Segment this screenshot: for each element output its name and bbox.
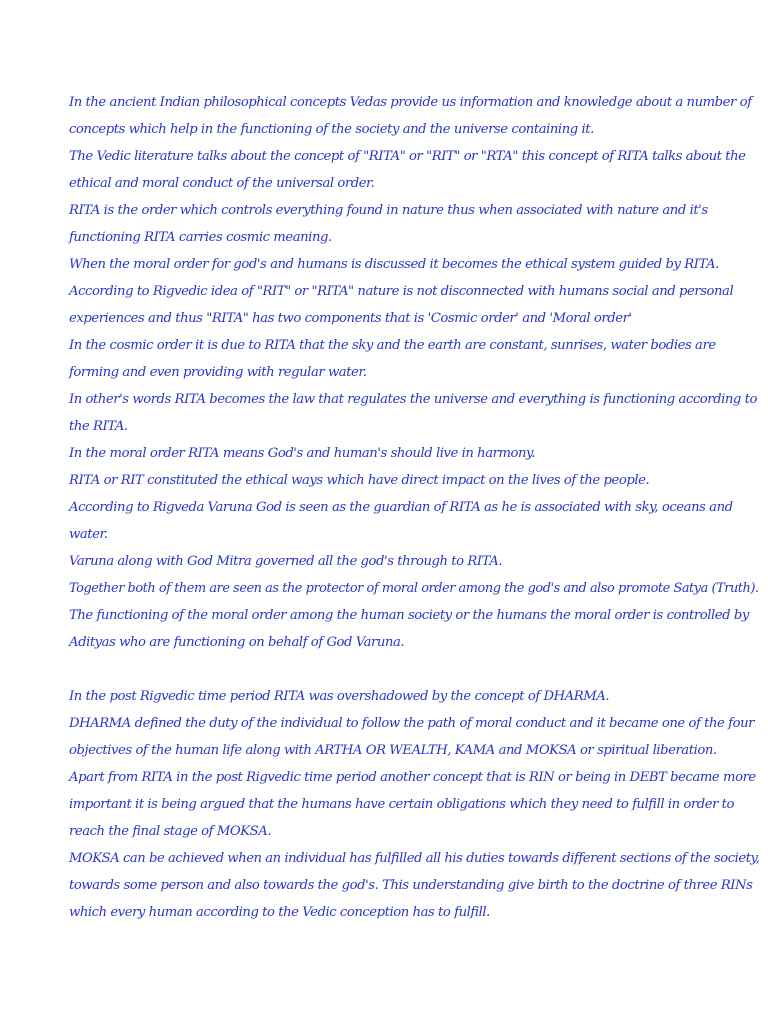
text-line: experiences and thus "RITA" has two components that is 'Cosmic order' and 'Moral order' <box>69 311 632 326</box>
text-line: In other's words RITA becomes the law that regulates the universe and everything is functioning according to <box>69 392 757 407</box>
paragraph-gap <box>69 656 729 683</box>
text-line: which every human according to the Vedic conception has to fulfill. <box>69 905 490 920</box>
text-line: RITA or RIT constituted the ethical ways which have direct impact on the lives of the people. <box>69 473 650 488</box>
text-line: In the ancient Indian philosophical concepts Vedas provide us information and knowledge about a number of <box>69 95 752 110</box>
text-line: Varuna along with God Mitra governed all the god's through to RITA. <box>69 554 503 569</box>
text-line: When the moral order for god's and humans is discussed it becomes the ethical system guided by RITA. <box>69 257 719 272</box>
text-line: The functioning of the moral order among the human society or the humans the moral order is controlled by <box>69 608 749 623</box>
text-line: objectives of the human life along with ARTHA OR WEALTH, KAMA and MOKSA or spiritual liberation. <box>69 743 717 758</box>
text-line: concepts which help in the functioning of the society and the universe containing it. <box>69 122 594 137</box>
text-line: In the moral order RITA means God's and human's should live in harmony. <box>69 446 536 461</box>
text-line: The Vedic literature talks about the concept of "RITA" or "RIT" or "RTA" this concept of RITA talks about the <box>69 149 746 164</box>
text-line: reach the final stage of MOKSA. <box>69 824 272 839</box>
text-line: In the post Rigvedic time period RITA was overshadowed by the concept of DHARMA. <box>69 689 610 704</box>
text-line: Adityas who are functioning on behalf of God Varuna. <box>69 635 405 650</box>
text-line: important it is being argued that the humans have certain obligations which they need to fulfill in order to <box>69 797 735 812</box>
text-line: water. <box>69 527 108 542</box>
text-line: According to Rigveda Varuna God is seen as the guardian of RITA as he is associated with sky, oceans and <box>69 500 733 515</box>
text-line: Together both of them are seen as the protector of moral order among the god's and also promote Satya (Truth). <box>69 581 759 596</box>
text-line: According to Rigvedic idea of "RIT" or "RITA" nature is not disconnected with humans social and personal <box>69 284 734 299</box>
text-line: towards some person and also towards the god's. This understanding give birth to the doctrine of three RINs <box>69 878 753 893</box>
handwritten-text-body <box>69 89 760 926</box>
text-line: ethical and moral conduct of the universal order. <box>69 176 375 191</box>
text-line: MOKSA can be achieved when an individual has fulfilled all his duties towards different sections of the society, <box>69 851 760 866</box>
text-line: Apart from RITA in the post Rigvedic time period another concept that is RIN or being in DEBT became more <box>69 770 756 785</box>
text-line: functioning RITA carries cosmic meaning. <box>69 230 332 245</box>
text-line: In the cosmic order it is due to RITA that the sky and the earth are constant, sunrises, water bodies are <box>69 338 716 353</box>
text-line: the RITA. <box>69 419 128 434</box>
text-line: RITA is the order which controls everything found in nature thus when associated with nature and it's <box>69 203 708 218</box>
text-line: forming and even providing with regular water. <box>69 365 367 380</box>
text-line: DHARMA defined the duty of the individual to follow the path of moral conduct and it became one of the four <box>69 716 754 731</box>
